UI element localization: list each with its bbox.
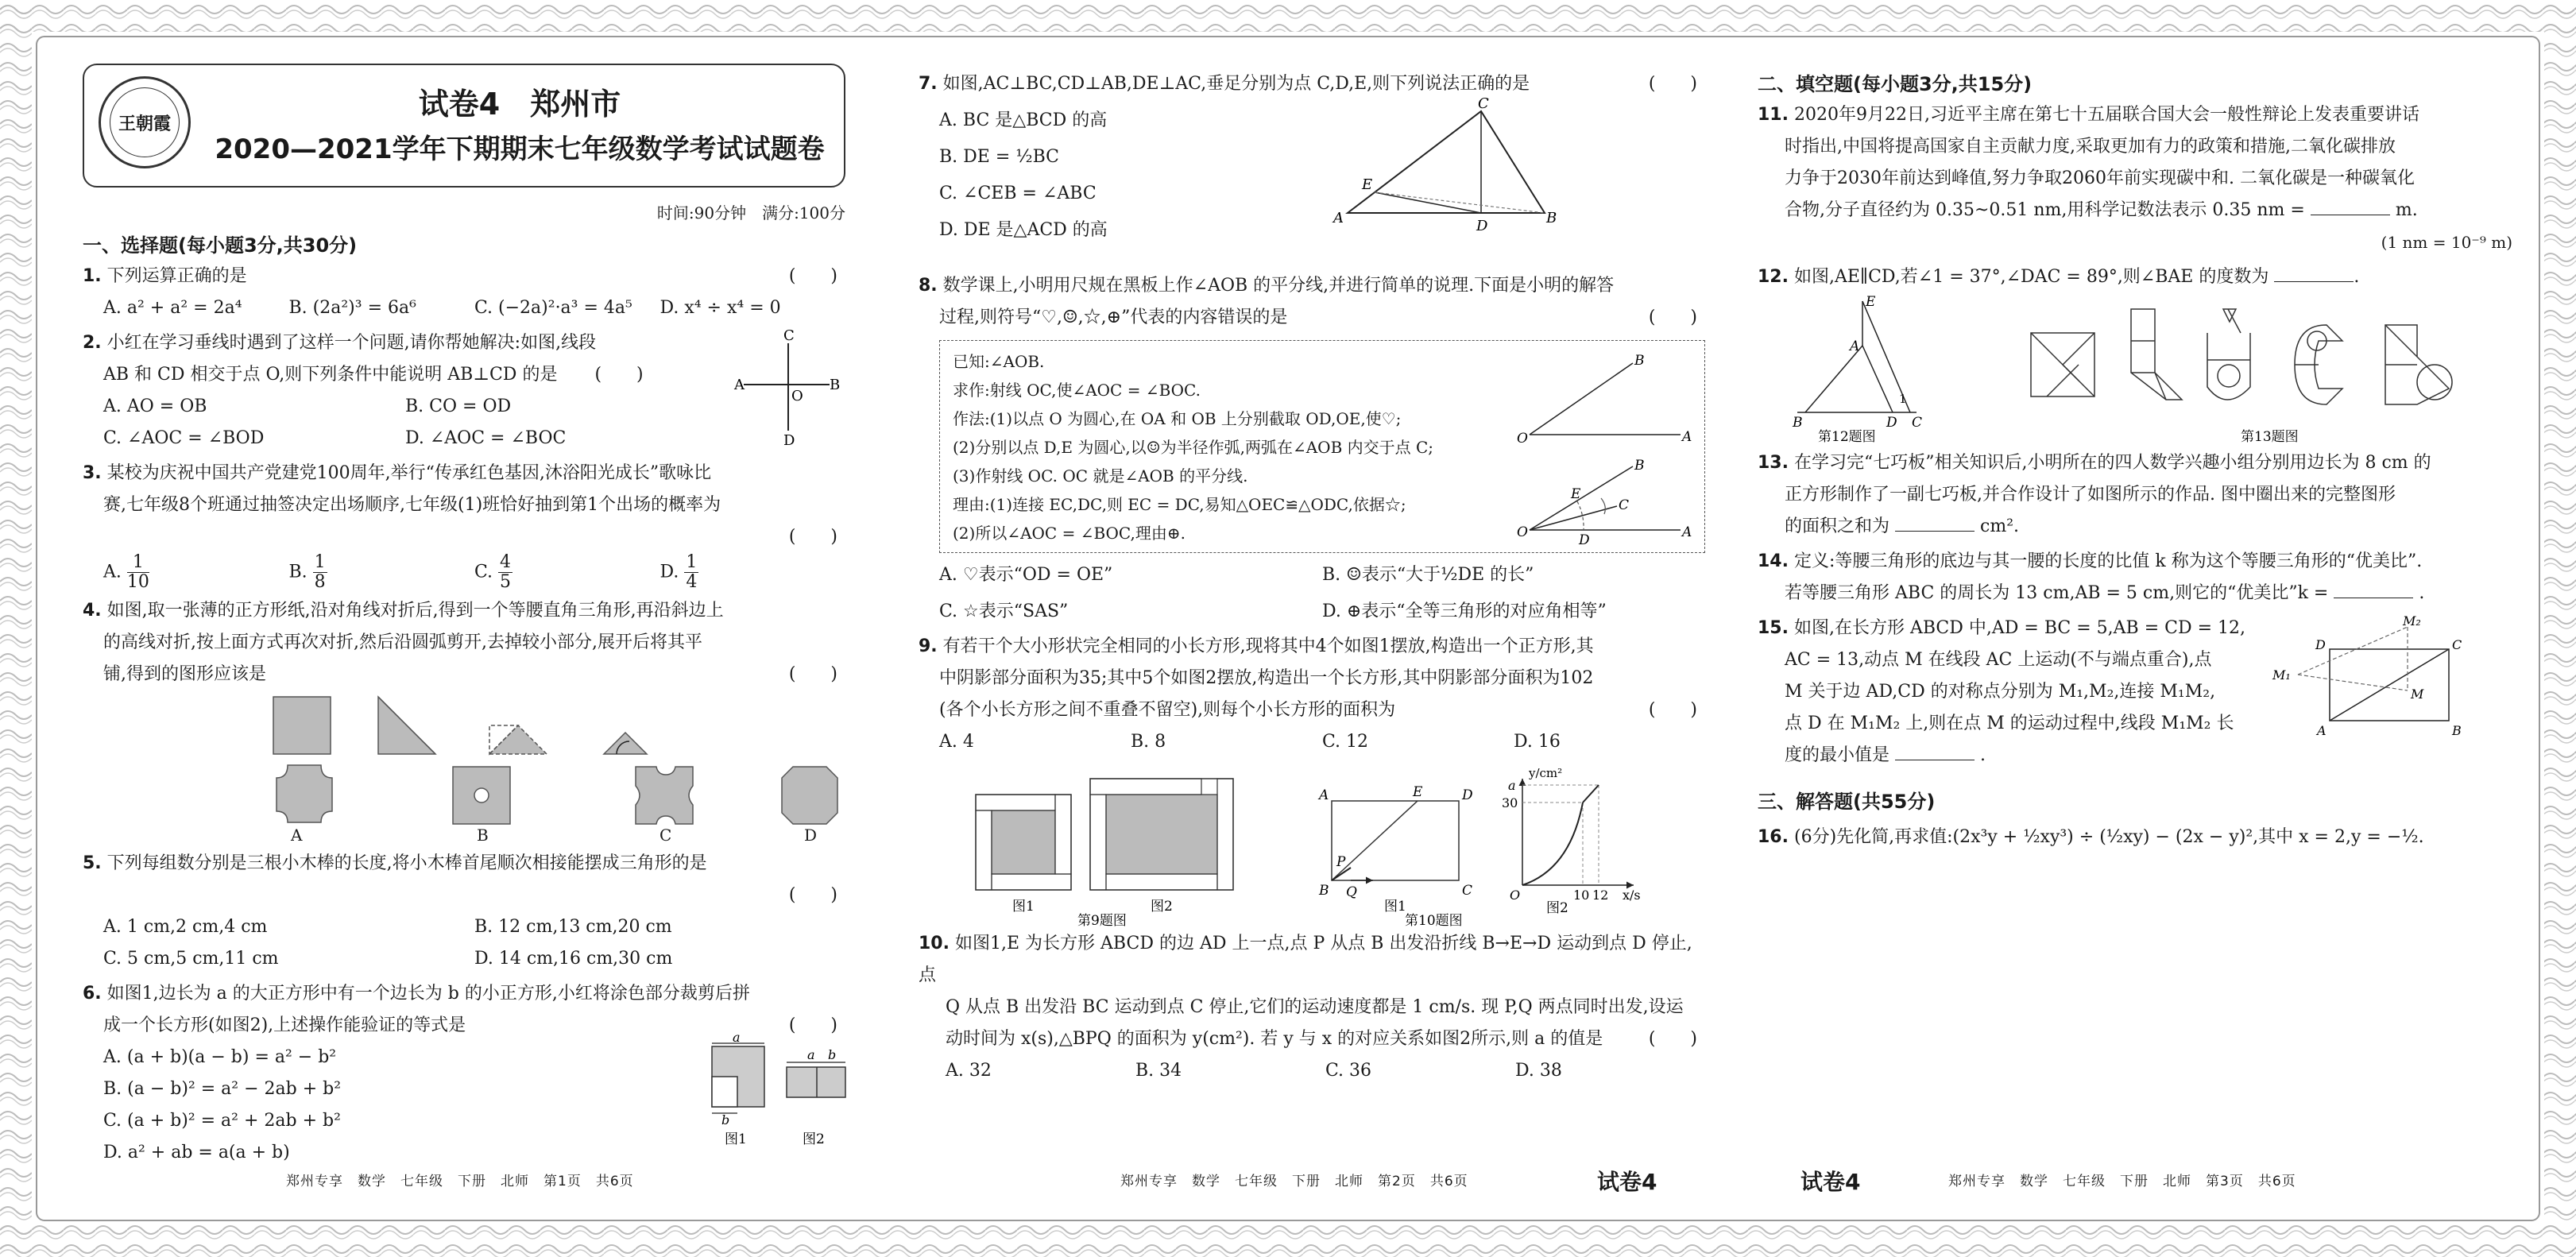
question-number: 8.	[919, 276, 938, 296]
label-10: 10	[1573, 888, 1590, 903]
option-d: D. ∠AOC = ∠BOC	[405, 428, 567, 448]
option-a: A. 1 cm,2 cm,4 cm	[103, 917, 268, 937]
label-o: O	[1510, 888, 1521, 903]
exam-meta: 时间:90分钟 满分:100分	[656, 203, 845, 222]
figure-2-label: 图2	[803, 1131, 825, 1147]
q9-q10-figures	[919, 766, 1705, 929]
question-text-2: 时指出,中国将提高国家自主贡献力度,采取更加有力的政策和措施,二氧化碳排放	[1785, 137, 2396, 157]
q9-options	[919, 726, 1705, 758]
q8-figure	[1514, 347, 1696, 546]
question-number: 7.	[919, 74, 938, 94]
question-text-5: 度的最小值是	[1785, 745, 1890, 765]
question-text: 如图1,边长为 a 的大正方形中有一个边长为 b 的小正方形,小红将涂色部分裁剪后拼	[106, 984, 750, 1004]
question-3	[83, 458, 845, 592]
question-text-2: 成一个长方形(如图2),上述操作能验证的等式是	[103, 1015, 466, 1035]
answer-paren: ( )	[788, 1015, 837, 1035]
answer-blank[interactable]	[2334, 578, 2413, 598]
page-3-footer: 郑州专享 数学 七年级 下册 北师 第3页 共6页	[1948, 1174, 2296, 1189]
label-b: B	[1793, 415, 1803, 431]
label-a: A	[1333, 210, 1344, 226]
question-text: 如图,AC⊥BC,CD⊥AB,DE⊥AC,垂足分别为点 C,D,E,则下列说法正确的是	[942, 74, 1530, 94]
option-b: B. CO = OD	[405, 396, 512, 416]
q8-options-2	[919, 596, 1705, 628]
page-2	[919, 68, 1705, 1087]
question-text-3-end: cm².	[1980, 516, 2020, 536]
proof-line: 求作:射线 OC,使∠AOC = ∠BOC.	[953, 381, 1201, 400]
label-c: C	[1462, 883, 1473, 899]
option-b: B. (2a²)³ = 6a⁶	[288, 298, 416, 318]
q7-figure	[1316, 95, 1557, 246]
question-text-5-end: .	[1980, 745, 1986, 765]
question-number: 14.	[1758, 551, 1789, 571]
tangram-3	[2207, 309, 2250, 400]
label-b: b	[721, 1112, 730, 1127]
label-b: B	[1634, 458, 1645, 474]
question-5	[83, 848, 845, 975]
question-text-2: 赛,七年级8个班通过抽签决定出场顺序,七年级(1)班恰好抽到第1个出场的概率为	[103, 495, 721, 515]
option-a: A. AO = OB	[103, 396, 207, 416]
label-a: a	[1508, 778, 1516, 793]
proof-line: (2)分别以点 D,E 为圆心,以☺为半径作弧,两弧在∠AOB 内交于点 C;	[953, 438, 1434, 457]
page-3	[1758, 68, 2512, 853]
q7-options	[919, 100, 1705, 246]
q5-options	[83, 911, 845, 943]
label-a: A	[1319, 787, 1329, 803]
option-a: A. 32	[946, 1061, 992, 1081]
q4-figure	[83, 690, 845, 826]
question-text: 如图,在长方形 ABCD 中,AD = BC = 5,AB = CD = 12,	[1793, 618, 2246, 638]
question-text-3: 的面积之和为	[1785, 516, 1890, 536]
question-8	[919, 270, 1705, 628]
label-m1: M₁	[2272, 667, 2291, 683]
q2-options-2	[83, 423, 707, 454]
option-d: D. a² + ab = a(a + b)	[103, 1143, 290, 1162]
question-number: 15.	[1758, 618, 1789, 638]
question-9	[919, 631, 1705, 758]
question-7	[919, 68, 1705, 267]
question-text-2: 中阴影部分面积为35;其中5个如图2摆放,构造出一个长方形,其中阴影部分面积为102	[939, 668, 1594, 688]
page-2-footer: 郑州专享 数学 七年级 下册 北师 第2页 共6页	[1120, 1174, 1468, 1189]
option-b: B. $\frac{1}{8}$	[288, 552, 326, 592]
label-p: P	[1336, 854, 1346, 870]
proof-line: (3)作射线 OC. OC 就是∠AOB 的平分线.	[953, 466, 1248, 485]
question-11	[1758, 99, 2512, 258]
question-text: 如图1,E 为长方形 ABCD 的边 AD 上一点,点 P 从点 B 出发沿折线 B→E→D 运动到点 D 停止,点	[919, 934, 1692, 985]
option-c: C. ∠CEB = ∠ABC	[939, 184, 1097, 203]
question-text: 如图,取一张薄的正方形纸,沿对角线对折后,得到一个等腰直角三角形,再沿斜边上	[106, 601, 724, 621]
question-6	[83, 978, 845, 1169]
q8-options	[919, 559, 1705, 591]
option-d: D. ⊕表示“全等三角形的对应角相等”	[1322, 601, 1607, 621]
answer-paren: ( )	[1648, 1029, 1697, 1049]
question-text: 下列运算正确的是	[106, 266, 247, 286]
q9-figure-2-label: 图2	[1151, 899, 1173, 915]
q2-figure	[734, 327, 841, 449]
proof-line: 理由:(1)连接 EC,DC,则 EC = DC,易知△OEC≌△ODC,依据☆;	[953, 495, 1406, 514]
label-a: A	[1682, 429, 1692, 445]
label-e: E	[1866, 294, 1876, 310]
label-m2: M₂	[2403, 613, 2421, 628]
unit-note: (1 nm = 10⁻⁹ m)	[2381, 233, 2512, 252]
label-a: A	[1682, 524, 1692, 540]
question-number: 9.	[919, 636, 938, 656]
label-b: B	[2452, 723, 2462, 738]
option-d: D. x⁴ ÷ x⁴ = 0	[659, 298, 781, 318]
exam-badge-right: 试卷4	[1597, 1169, 1657, 1195]
label-x-axis: x/s	[1623, 888, 1641, 903]
answer-blank[interactable]	[1895, 512, 1975, 532]
question-text-3: 动时间为 x(s),△BPQ 的面积为 y(cm²). 若 y 与 x 的对应关系如图2所示,则 a 的值是	[946, 1029, 1603, 1049]
question-text-2: 过程,则符号“♡,☺,☆,⊕”代表的内容错误的是	[939, 307, 1288, 327]
label-c: C	[1478, 95, 1489, 112]
label-y-axis: y/cm²	[1529, 766, 1563, 780]
label-c: C	[2452, 637, 2462, 652]
question-text: 在学习完“七巧板”相关知识后,小明所在的四人数学兴趣小组分别用边长为 8 cm 的	[1793, 453, 2431, 473]
q4-choice-labels: A B C D	[291, 826, 818, 845]
q1-options	[83, 292, 845, 324]
question-text-4: 点 D 在 M₁M₂ 上,则在点 M 的运动过程中,线段 M₁M₂ 长	[1785, 714, 2234, 733]
label-e: E	[1413, 784, 1423, 800]
question-number: 5.	[83, 853, 102, 873]
exam-title: 试卷4 郑州市	[418, 87, 621, 122]
question-text-2: 若等腰三角形 ABC 的周长为 13 cm,AB = 5 cm,则它的“优美比”k =	[1785, 583, 2329, 603]
question-number: 3.	[83, 463, 102, 483]
page-1	[83, 64, 845, 1169]
question-text-2: 正方形制作了一副七巧板,并合作设计了如图所示的作品. 图中圈出来的完整图形	[1785, 485, 2396, 505]
label-q: Q	[1346, 884, 1357, 900]
question-number: 2.	[83, 333, 102, 353]
q10-figure-1-label: 图1	[1384, 899, 1406, 915]
label-a: a	[733, 1030, 741, 1045]
option-a: A. (a + b)(a − b) = a² − b²	[103, 1047, 337, 1067]
label-b: b	[828, 1047, 837, 1062]
question-14	[1758, 546, 2512, 609]
label-angle-1: 1	[1899, 392, 1907, 406]
label-d: D	[1476, 218, 1488, 234]
question-2	[83, 327, 845, 454]
question-12: 12. 如图,AE∥CD,若∠1 = 37°,∠DAC = 89°,则∠BAE 的度数为 .	[1758, 261, 2512, 293]
question-text-2: AC = 13,动点 M 在线段 AC 上运动(不与端点重合),点	[1785, 650, 2212, 670]
label-a: A	[734, 377, 745, 393]
question-text: (6分)先化简,再求值:(2x³y + ½xy³) ÷ (½xy) − (2x − y)²,其中 x = 2,y = −½.	[1793, 827, 2424, 847]
label-e: E	[1362, 176, 1373, 193]
answer-paren: ( )	[1648, 307, 1697, 327]
question-number: 16.	[1758, 827, 1789, 847]
tangram-4	[2295, 325, 2342, 404]
option-c: C. (a + b)² = a² + 2ab + b²	[103, 1111, 341, 1131]
q9-figure-1-label: 图1	[1012, 899, 1035, 915]
label-o: O	[791, 388, 803, 404]
question-13	[1758, 447, 2512, 543]
tangram-1	[2031, 333, 2094, 396]
option-b: B. 12 cm,13 cm,20 cm	[474, 917, 672, 937]
option-a: A. a² + a² = 2a⁴	[103, 298, 242, 318]
question-text: 数学课上,小明用尺规在黑板上作∠AOB 的平分线,并进行简单的说理.下面是小明的解答	[942, 276, 1615, 296]
tangram-2	[2131, 309, 2182, 400]
option-a: A. BC 是△BCD 的高	[939, 110, 1108, 130]
option-d: D. 38	[1515, 1061, 1562, 1081]
question-text-2: 的高线对折,按上面方式再次对折,然后沿圆弧剪开,去掉较小部分,展开后将其平	[103, 632, 702, 652]
section-fill: 二、填空题(每小题3分,共15分)	[1758, 73, 2033, 95]
q13-caption: 第13题图	[2241, 429, 2299, 445]
answer-paren: ( )	[1648, 74, 1697, 94]
option-a: A. 4	[939, 732, 974, 752]
label-m: M	[2411, 687, 2424, 702]
logo-text: 王朝霞	[118, 113, 171, 134]
answer-paren: ( )	[788, 527, 837, 547]
option-d: D. DE 是△ACD 的高	[939, 220, 1108, 240]
answer-paren: ( )	[788, 885, 837, 905]
option-b: B. 34	[1135, 1061, 1182, 1081]
label-d: D	[783, 432, 795, 449]
question-text-3: M 关于边 AD,CD 的对称点分别为 M₁,M₂,连接 M₁M₂,	[1785, 682, 2216, 702]
question-text: 有若干个大小形状完全相同的小长方形,现将其中4个如图1摆放,构造出一个正方形,其	[942, 636, 1594, 656]
label-e: E	[1571, 486, 1581, 502]
q5-options-2	[83, 943, 845, 975]
answer-paren: ( )	[788, 266, 837, 286]
label-b: B	[1546, 210, 1557, 226]
label-c: C	[1912, 415, 1923, 431]
question-text-2: AB 和 CD 相交于点 O,则下列条件中能说明 AB⊥CD 的是	[103, 365, 558, 385]
q12-q13-figures	[1758, 293, 2512, 444]
question-text-3: 力争于2030年前达到峰值,努力争取2060年前实现碳中和. 二氧化碳是一种碳氧化	[1785, 168, 2415, 188]
label-d: D	[1886, 415, 1897, 431]
label-d: D	[1579, 532, 1590, 548]
label-12: 12	[1592, 888, 1609, 903]
label-c: C	[783, 327, 795, 344]
label-o: O	[1517, 524, 1528, 540]
option-c: C. $\frac{4}{5}$	[474, 552, 512, 592]
option-a: A. ♡表示“OD = OE”	[939, 565, 1113, 585]
question-text-3: (各个小长方形之间不重叠不留空),则每个小长方形的面积为	[939, 700, 1396, 720]
question-text-3: 铺,得到的图形应该是	[103, 664, 266, 684]
q9-caption: 第9题图	[1077, 913, 1127, 929]
label-a: A	[2317, 723, 2327, 738]
option-c: C. (−2a)²·a³ = 4a⁵	[474, 298, 632, 318]
question-16	[1758, 822, 2512, 853]
page-1-footer: 郑州专享 数学 七年级 下册 北师 第1页 共6页	[286, 1174, 634, 1189]
option-b: B. 8	[1131, 732, 1166, 752]
section-choice: 一、选择题(每小题3分,共30分)	[83, 234, 358, 257]
question-text-4-end: m.	[2395, 200, 2418, 220]
q10-options	[919, 1055, 1705, 1087]
option-d: D. 16	[1514, 732, 1561, 752]
label-d: D	[2315, 637, 2326, 652]
question-number: 13.	[1758, 453, 1789, 473]
label-30: 30	[1502, 795, 1518, 810]
answer-paren: ( )	[788, 664, 837, 684]
q15-figure	[2266, 613, 2504, 754]
answer-paren: ( )	[594, 365, 644, 385]
label-b: B	[1634, 353, 1645, 369]
question-number: 4.	[83, 601, 102, 621]
q3-options	[83, 553, 845, 592]
label-b: B	[830, 377, 841, 393]
question-text-2: Q 从点 B 出发沿 BC 运动到点 C 停止,它们的运动速度都是 1 cm/s. 现 P,Q 两点同时出发,设运	[946, 997, 1684, 1017]
exam-badge-left: 试卷4	[1800, 1169, 1861, 1195]
question-1	[83, 261, 845, 292]
section-answer: 三、解答题(共55分)	[1758, 791, 1936, 813]
question-text-4: 合物,分子直径约为 0.35~0.51 nm,用科学记数法表示 0.35 nm =	[1785, 200, 2305, 220]
exam-subtitle: 2020—2021学年下期期末七年级数学考试试题卷	[215, 133, 825, 165]
question-text: 定义:等腰三角形的底边与其一腰的长度的比值 k 称为这个等腰三角形的“优美比”.	[1793, 551, 2423, 571]
publisher-logo	[99, 76, 191, 168]
question-text: 2020年9月22日,习近平主席在第七十五届联合国大会一般性辩论上发表重要讲话	[1793, 105, 2419, 125]
answer-paren: ( )	[1648, 700, 1697, 720]
q2-options	[83, 391, 707, 423]
question-number: 11.	[1758, 105, 1789, 125]
label-c: C	[1619, 497, 1630, 513]
option-c: C. ∠AOC = ∠BOD	[103, 428, 265, 448]
q10-figure-2-label: 图2	[1546, 900, 1568, 916]
question-4	[83, 595, 845, 845]
question-text: 小红在学习垂线时遇到了这样一个问题,请你帮她解决:如图,线段	[106, 333, 597, 353]
question-number: 10.	[919, 934, 950, 953]
label-b: B	[1319, 883, 1329, 899]
option-c: C. 5 cm,5 cm,11 cm	[103, 949, 279, 969]
question-number: 12.	[1758, 267, 1789, 287]
label-o: O	[1517, 431, 1528, 447]
q6-figure	[623, 1030, 845, 1155]
question-text: 某校为庆祝中国共产党建党100周年,举行“传承红色基因,沐浴阳光成长”歌咏比	[106, 463, 712, 483]
answer-blank[interactable]	[2311, 195, 2390, 215]
question-10	[919, 928, 1705, 1087]
option-c: C. 36	[1325, 1061, 1372, 1081]
tangram-5	[2385, 325, 2452, 404]
question-number: 1.	[83, 266, 102, 286]
label-a: A	[1850, 338, 1860, 354]
proof-line: 作法:(1)以点 O 为圆心,在 OA 和 OB 上分别截取 OD,OE,使♡;	[953, 409, 1402, 428]
question-15	[1758, 613, 2512, 772]
answer-blank[interactable]	[1895, 741, 1975, 760]
option-d: D. 14 cm,16 cm,30 cm	[474, 949, 673, 969]
option-b: B. ☺表示“大于½DE 的长”	[1322, 565, 1534, 585]
question-number: 6.	[83, 984, 102, 1004]
option-c: C. 12	[1322, 732, 1369, 752]
option-b: B. DE = ½BC	[939, 147, 1060, 167]
question-text: 如图,AE∥CD,若∠1 = 37°,∠DAC = 89°,则∠BAE 的度数为	[1793, 267, 2269, 287]
q12-caption: 第12题图	[1818, 429, 1876, 445]
proof-line: 已知:∠AOB.	[953, 352, 1045, 371]
label-d: D	[1462, 787, 1473, 803]
proof-line: (2)所以∠AOC = ∠BOC,理由⊕.	[953, 524, 1186, 543]
option-d: D. $\frac{1}{4}$	[659, 552, 698, 592]
label-a: a	[807, 1047, 815, 1062]
question-text: 下列每组数分别是三根小木棒的长度,将小木棒首尾顺次相接能摆成三角形的是	[106, 853, 707, 873]
option-c: C. ☆表示“SAS”	[939, 601, 1069, 621]
option-b: B. (a − b)² = a² − 2ab + b²	[103, 1079, 342, 1099]
q10-caption: 第10题图	[1405, 913, 1463, 929]
figure-1-label: 图1	[725, 1131, 747, 1147]
option-a: A. $\frac{1}{10}$	[103, 552, 149, 592]
answer-blank[interactable]	[2274, 262, 2354, 282]
proof-box	[939, 340, 1705, 553]
exam-header	[83, 64, 845, 188]
question-text-2-end: .	[2419, 583, 2425, 603]
